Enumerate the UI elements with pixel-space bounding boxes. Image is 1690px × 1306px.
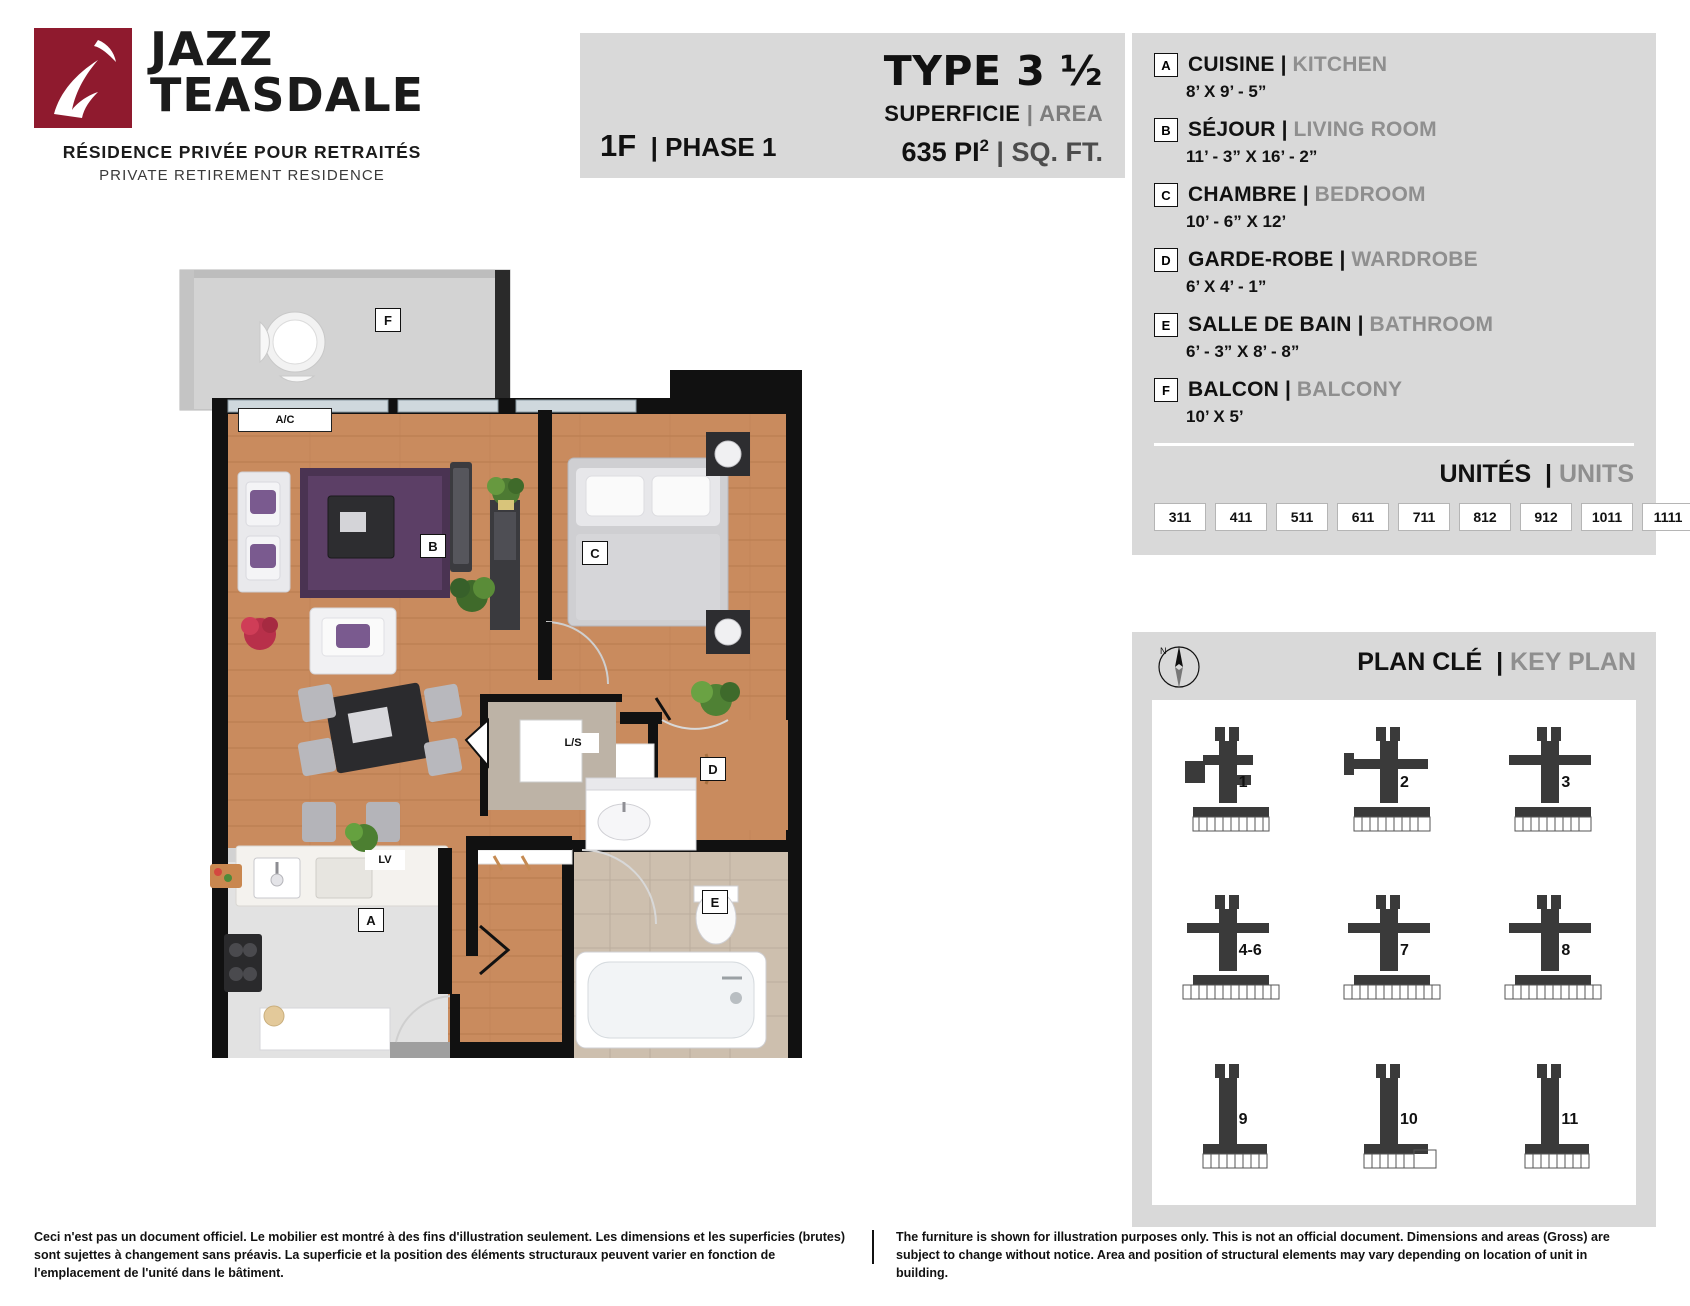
key-plan-floor-11[interactable]	[1475, 1037, 1636, 1205]
footer-disclaimer-fr: Ceci n'est pas un document officiel. Le mobilier est montré à des fins d'illustration seulement. Les dimensions et les superficies (brutes) sont sujettes à changement sans préavis. La superficie et la position des éléments structuraux peuvent varier en fonction de l'emplacement de l'unité dans le bâtiment.	[34, 1230, 845, 1281]
key-plan-floor-label: 1	[1238, 774, 1248, 792]
floor-plan-drawing	[150, 250, 1070, 1100]
logo-mark-icon	[34, 28, 132, 128]
legend-dim-e: 6’ - 3” X 8’ - 8”	[1186, 342, 1300, 361]
area-value	[902, 136, 1103, 168]
key-plan-floor-2[interactable]	[1313, 700, 1474, 868]
legend-fr-c: CHAMBRE	[1188, 183, 1297, 206]
units-title-sep: |	[1538, 460, 1559, 488]
balcony-area	[180, 270, 510, 410]
unit-chip[interactable]: 812	[1459, 503, 1511, 531]
area-label-en: AREA	[1039, 101, 1103, 126]
unit-chip[interactable]: 1111	[1642, 503, 1690, 531]
floor-outline-icon	[1163, 1056, 1303, 1186]
floor-plan	[150, 250, 1070, 1100]
key-plan-floor-label: 11	[1561, 1110, 1579, 1128]
room-tag-d: D	[700, 757, 726, 781]
brand-logo	[34, 22, 454, 184]
legend-dim-d: 6’ X 4’ - 1”	[1186, 277, 1267, 296]
legend-letter-f: F	[1154, 378, 1178, 402]
room-tag-b: B	[420, 534, 446, 558]
legend-dim-f: 10’ X 5’	[1186, 407, 1244, 426]
legend-sep-c: |	[1302, 183, 1309, 206]
legend-letter-d: D	[1154, 248, 1178, 272]
units-title-en: UNITS	[1559, 460, 1634, 488]
legend-panel	[1132, 33, 1683, 555]
units-title-fr: UNITÉS	[1439, 460, 1532, 488]
footer-disclaimer-en: The furniture is shown for illustration purposes only. This is not an official document. Dimensions and areas (Gross) are subject to change without notice. Area and position of structural elements may vary depending on location of unit in building.	[896, 1230, 1610, 1281]
key-plan-floor-label: 2	[1399, 774, 1409, 792]
key-plan-grid	[1152, 700, 1636, 1205]
phase-label	[600, 128, 776, 164]
legend-divider	[1154, 443, 1634, 446]
unit-code: 1F	[600, 128, 637, 163]
jazz-swoosh-icon	[46, 34, 120, 122]
washer-dryer-label: L/S	[547, 733, 599, 753]
phase-separator: |	[643, 132, 666, 162]
legend-en-e: BATHROOM	[1369, 313, 1494, 336]
legend-item-d	[1154, 248, 1634, 297]
legend-fr-f: BALCON	[1188, 378, 1280, 401]
legend-sep-b: |	[1281, 118, 1288, 141]
legend-head-a	[1154, 53, 1634, 77]
floor-outline-icon	[1324, 887, 1464, 1017]
floor-outline-icon	[1163, 887, 1303, 1017]
floor-outline-icon	[1324, 1056, 1464, 1186]
key-plan-panel	[1132, 632, 1656, 1227]
legend-en-b: LIVING ROOM	[1293, 118, 1437, 141]
phase-name: PHASE 1	[665, 132, 777, 162]
logo-row	[34, 22, 454, 128]
legend-sep-f: |	[1285, 378, 1291, 401]
logo-line-1: JAZZ	[150, 22, 274, 76]
legend-item-a	[1154, 53, 1634, 102]
legend-en-d: WARDROBE	[1351, 248, 1478, 271]
legend-item-e	[1154, 313, 1634, 362]
legend-fr-b: SÉJOUR	[1188, 118, 1276, 141]
legend-head-e	[1154, 313, 1634, 337]
key-plan-title-fr: PLAN CLÉ	[1357, 648, 1483, 676]
key-plan-floor-label: 9	[1238, 1110, 1248, 1128]
floor-outline-icon	[1485, 1056, 1625, 1186]
compass-icon	[1152, 640, 1206, 694]
area-value-sep: |	[988, 137, 1012, 167]
area-label	[884, 101, 1103, 127]
legend-letter-c: C	[1154, 183, 1178, 207]
key-plan-floor-1[interactable]	[1152, 700, 1313, 868]
units-list	[1154, 503, 1683, 531]
key-plan-title-en: KEY PLAN	[1510, 648, 1636, 676]
ac-label: A/C	[238, 408, 332, 432]
legend-fr-e: SALLE DE BAIN	[1188, 313, 1352, 336]
area-value-superscript: 2	[979, 136, 989, 155]
key-plan-floor-7[interactable]	[1313, 868, 1474, 1036]
unit-type-title: TYPE 3 ½	[883, 47, 1103, 95]
legend-en-f: BALCONY	[1296, 378, 1403, 401]
area-label-sep: |	[1020, 101, 1040, 126]
key-plan-title-sep: |	[1489, 648, 1511, 676]
legend-letter-e: E	[1154, 313, 1178, 337]
svg-text:N: N	[1160, 646, 1167, 656]
legend-item-b	[1154, 118, 1634, 167]
unit-chip[interactable]: 511	[1276, 503, 1328, 531]
unit-chip[interactable]: 311	[1154, 503, 1206, 531]
legend-item-f	[1154, 378, 1634, 427]
room-tag-a: A	[358, 908, 384, 932]
key-plan-floor-label: 8	[1561, 942, 1571, 960]
key-plan-title	[1357, 648, 1636, 677]
legend-head-c	[1154, 183, 1634, 207]
logo-tagline-fr: RÉSIDENCE PRIVÉE POUR RETRAITÉS	[62, 142, 422, 162]
legend-item-c	[1154, 183, 1634, 232]
key-plan-floor-label: 3	[1561, 774, 1571, 792]
unit-chip[interactable]: 711	[1398, 503, 1450, 531]
logo-wordmark	[150, 22, 425, 123]
room-tag-f: F	[375, 308, 401, 332]
footer-divider	[872, 1230, 874, 1264]
key-plan-floor-4-6[interactable]	[1152, 868, 1313, 1036]
legend-fr-a: CUISINE	[1188, 53, 1275, 76]
area-value-en: SQ. FT.	[1011, 137, 1103, 167]
unit-chip[interactable]: 1011	[1581, 503, 1633, 531]
logo-line-2: TEASDALE	[150, 68, 425, 123]
unit-chip[interactable]: 912	[1520, 503, 1572, 531]
footer	[34, 1228, 1656, 1282]
legend-en-a: KITCHEN	[1292, 53, 1388, 76]
floor-outline-icon	[1324, 719, 1464, 849]
title-bar	[580, 33, 1125, 178]
kitchen-area	[210, 823, 460, 1058]
legend-letter-a: A	[1154, 53, 1178, 77]
logo-tagline-en: PRIVATE RETIREMENT RESIDENCE	[99, 167, 385, 184]
legend-dim-b: 11’ - 3” X 16’ - 2”	[1186, 147, 1318, 166]
room-tag-c: C	[582, 541, 608, 565]
key-plan-floor-label: 10	[1399, 1110, 1418, 1128]
floor-outline-icon	[1485, 887, 1625, 1017]
unit-chip[interactable]: 611	[1337, 503, 1389, 531]
unit-chip[interactable]: 411	[1215, 503, 1267, 531]
legend-sep-d: |	[1339, 248, 1346, 271]
legend-head-b	[1154, 118, 1634, 142]
dishwasher-label: LV	[365, 850, 405, 870]
key-plan-floor-9[interactable]	[1152, 1037, 1313, 1205]
key-plan-floor-label: 4-6	[1238, 942, 1262, 960]
legend-letter-b: B	[1154, 118, 1178, 142]
legend-dim-c: 10’ - 6” X 12’	[1186, 212, 1287, 231]
legend-en-c: BEDROOM	[1314, 183, 1426, 206]
key-plan-floor-8[interactable]	[1475, 868, 1636, 1036]
legend-head-f	[1154, 378, 1634, 402]
key-plan-floor-3[interactable]	[1475, 700, 1636, 868]
legend-sep-a: |	[1280, 53, 1287, 76]
area-label-fr: SUPERFICIE	[884, 101, 1021, 126]
key-plan-floor-10[interactable]	[1313, 1037, 1474, 1205]
floor-outline-icon	[1163, 719, 1303, 849]
units-title	[1154, 460, 1634, 489]
legend-head-d	[1154, 248, 1634, 272]
legend-fr-d: GARDE-ROBE	[1188, 248, 1334, 271]
room-tag-e: E	[702, 890, 728, 914]
floor-outline-icon	[1485, 719, 1625, 849]
area-value-fr: 635 PI	[901, 137, 980, 167]
key-plan-floor-label: 7	[1399, 942, 1409, 960]
legend-dim-a: 8’ X 9’ - 5”	[1186, 82, 1267, 101]
legend-sep-e: |	[1357, 313, 1364, 336]
